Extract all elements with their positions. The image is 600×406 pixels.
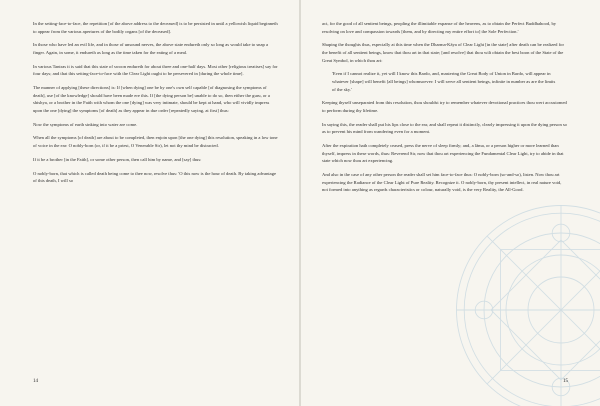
paragraph: In those who have led an evil life, and in those of unsound nerves, the above state endureth only so long as would take to snap a finger. Again, in some, it endureth as long as the time taken for the eating of a meal. xyxy=(33,42,268,55)
right-text-column xyxy=(322,20,567,200)
paragraph: Now the symptoms of earth sinking into water are come. xyxy=(33,121,138,127)
page-number-right: 15 xyxy=(563,379,568,384)
paragraph: The manner of applying [these directions] is: If [when dying] one be by one's own self capable [of diagnosing the symptoms of death], use [of the knowledge] should have been made ere this. If [the dying person be] unable to do so, then either the guru, or a shishya, or a brother in the Faith with whom the one [dying] was very intimate, should be kept at hand, who will vividly impress upon the one [dying] the symptoms [of death] as they appear in due order [repeatedly saying, at first] thus: xyxy=(33,85,270,113)
right-page xyxy=(301,0,600,406)
paragraph: Shaping the thoughts thus, especially at this time when the Dharma-Kāya of Clear Light [in the state] after death can be realized for the benefit of all sentient beings, know that thou art in that state; [and resolve] that thou wilt obtain the best boon of the State of the Great Symbol, in which thou art: xyxy=(322,42,564,63)
paragraph: When all the symptoms [of death] are about to be completed, then enjoin upon [the one dying] this resolution, speaking in a low tone of voice in the ear: O nobly-born (or, if it be a priest, O Venerable Sir), let not thy mind be distracted. xyxy=(33,135,278,149)
paragraph: After the expiration hath completely ceased, press the nerve of sleep firmly; and, a lāma, or a person higher or more learned than thyself, impress in these words, thus: Reverend Sir, now that thou art experiencing the Fundamental Clear Light, try to abide in that state which now thou art experiencing. xyxy=(322,143,564,164)
left-text-column xyxy=(33,20,278,191)
mandala-watermark-icon xyxy=(451,200,600,406)
block-quote: 'Even if I cannot realize it, yet will I know this Bardo, and, mastering the Great Body of Union in Bardo, will appear in whatever [shape] will benefit [all beings] whomsoever: I will serve all sentient beings, infinite in number as are the limits of the sky.' xyxy=(332,71,556,92)
paragraph: Keeping thyself unseparated from this resolution, thou shouldst try to remember whatever devotional practices thou wert accustomed to perform during thy lifetime. xyxy=(322,100,567,113)
page-number-left: 14 xyxy=(33,379,38,384)
paragraph: If it be a brother [in the Faith], or some other person, then call him by name, and [say] thus: xyxy=(33,156,202,162)
paragraph: In saying this, the reader shall put his lips close to the ear, and shall repeat it distinctly, clearly impressing it upon the dying person so as to prevent his mind from wandering even for a moment. xyxy=(322,121,567,135)
paragraph: act, for the good of all sentient beings, peopling the illimitable expanse of the heavens, as to obtain the Perfect Buddhahood, by resolving on love and compassion towards [them, and by directing my entire effort to] the Sole Perfection.' xyxy=(322,21,557,34)
paragraph: In the setting-face-to-face, the repetition [of the above address to the deceased] is to be persisted in until a yellowish liquid beginneth to appear from the various apertures of the bodily organs [of the deceased]. xyxy=(33,21,278,34)
paragraph: And also in the case of any other person the reader shall set him face-to-face thus: O nobly-born (so-and-so), listen. Now thou art experiencing the Radiance of the Clear Light of Pure Reality. Recognize it. O nobly-born, thy present intellect, in real nature void, not formed into anything as regards characteristics or colour, naturally void, is the very Reality, the All-Good. xyxy=(322,172,562,193)
left-page xyxy=(0,0,299,406)
paragraph: O nobly-born, that which is called death being come to thee now, resolve thus: 'O this now is the hour of death. By taking advantage of this death, I will so xyxy=(33,170,277,184)
paragraph: In various Tantras it is said that this state of swoon endureth for about three and one-half days. Most other [religious treatises] say for four days; and that this setting-face-to-face with the Clear Light ought to be persevered in [during the whole time]. xyxy=(33,63,278,77)
